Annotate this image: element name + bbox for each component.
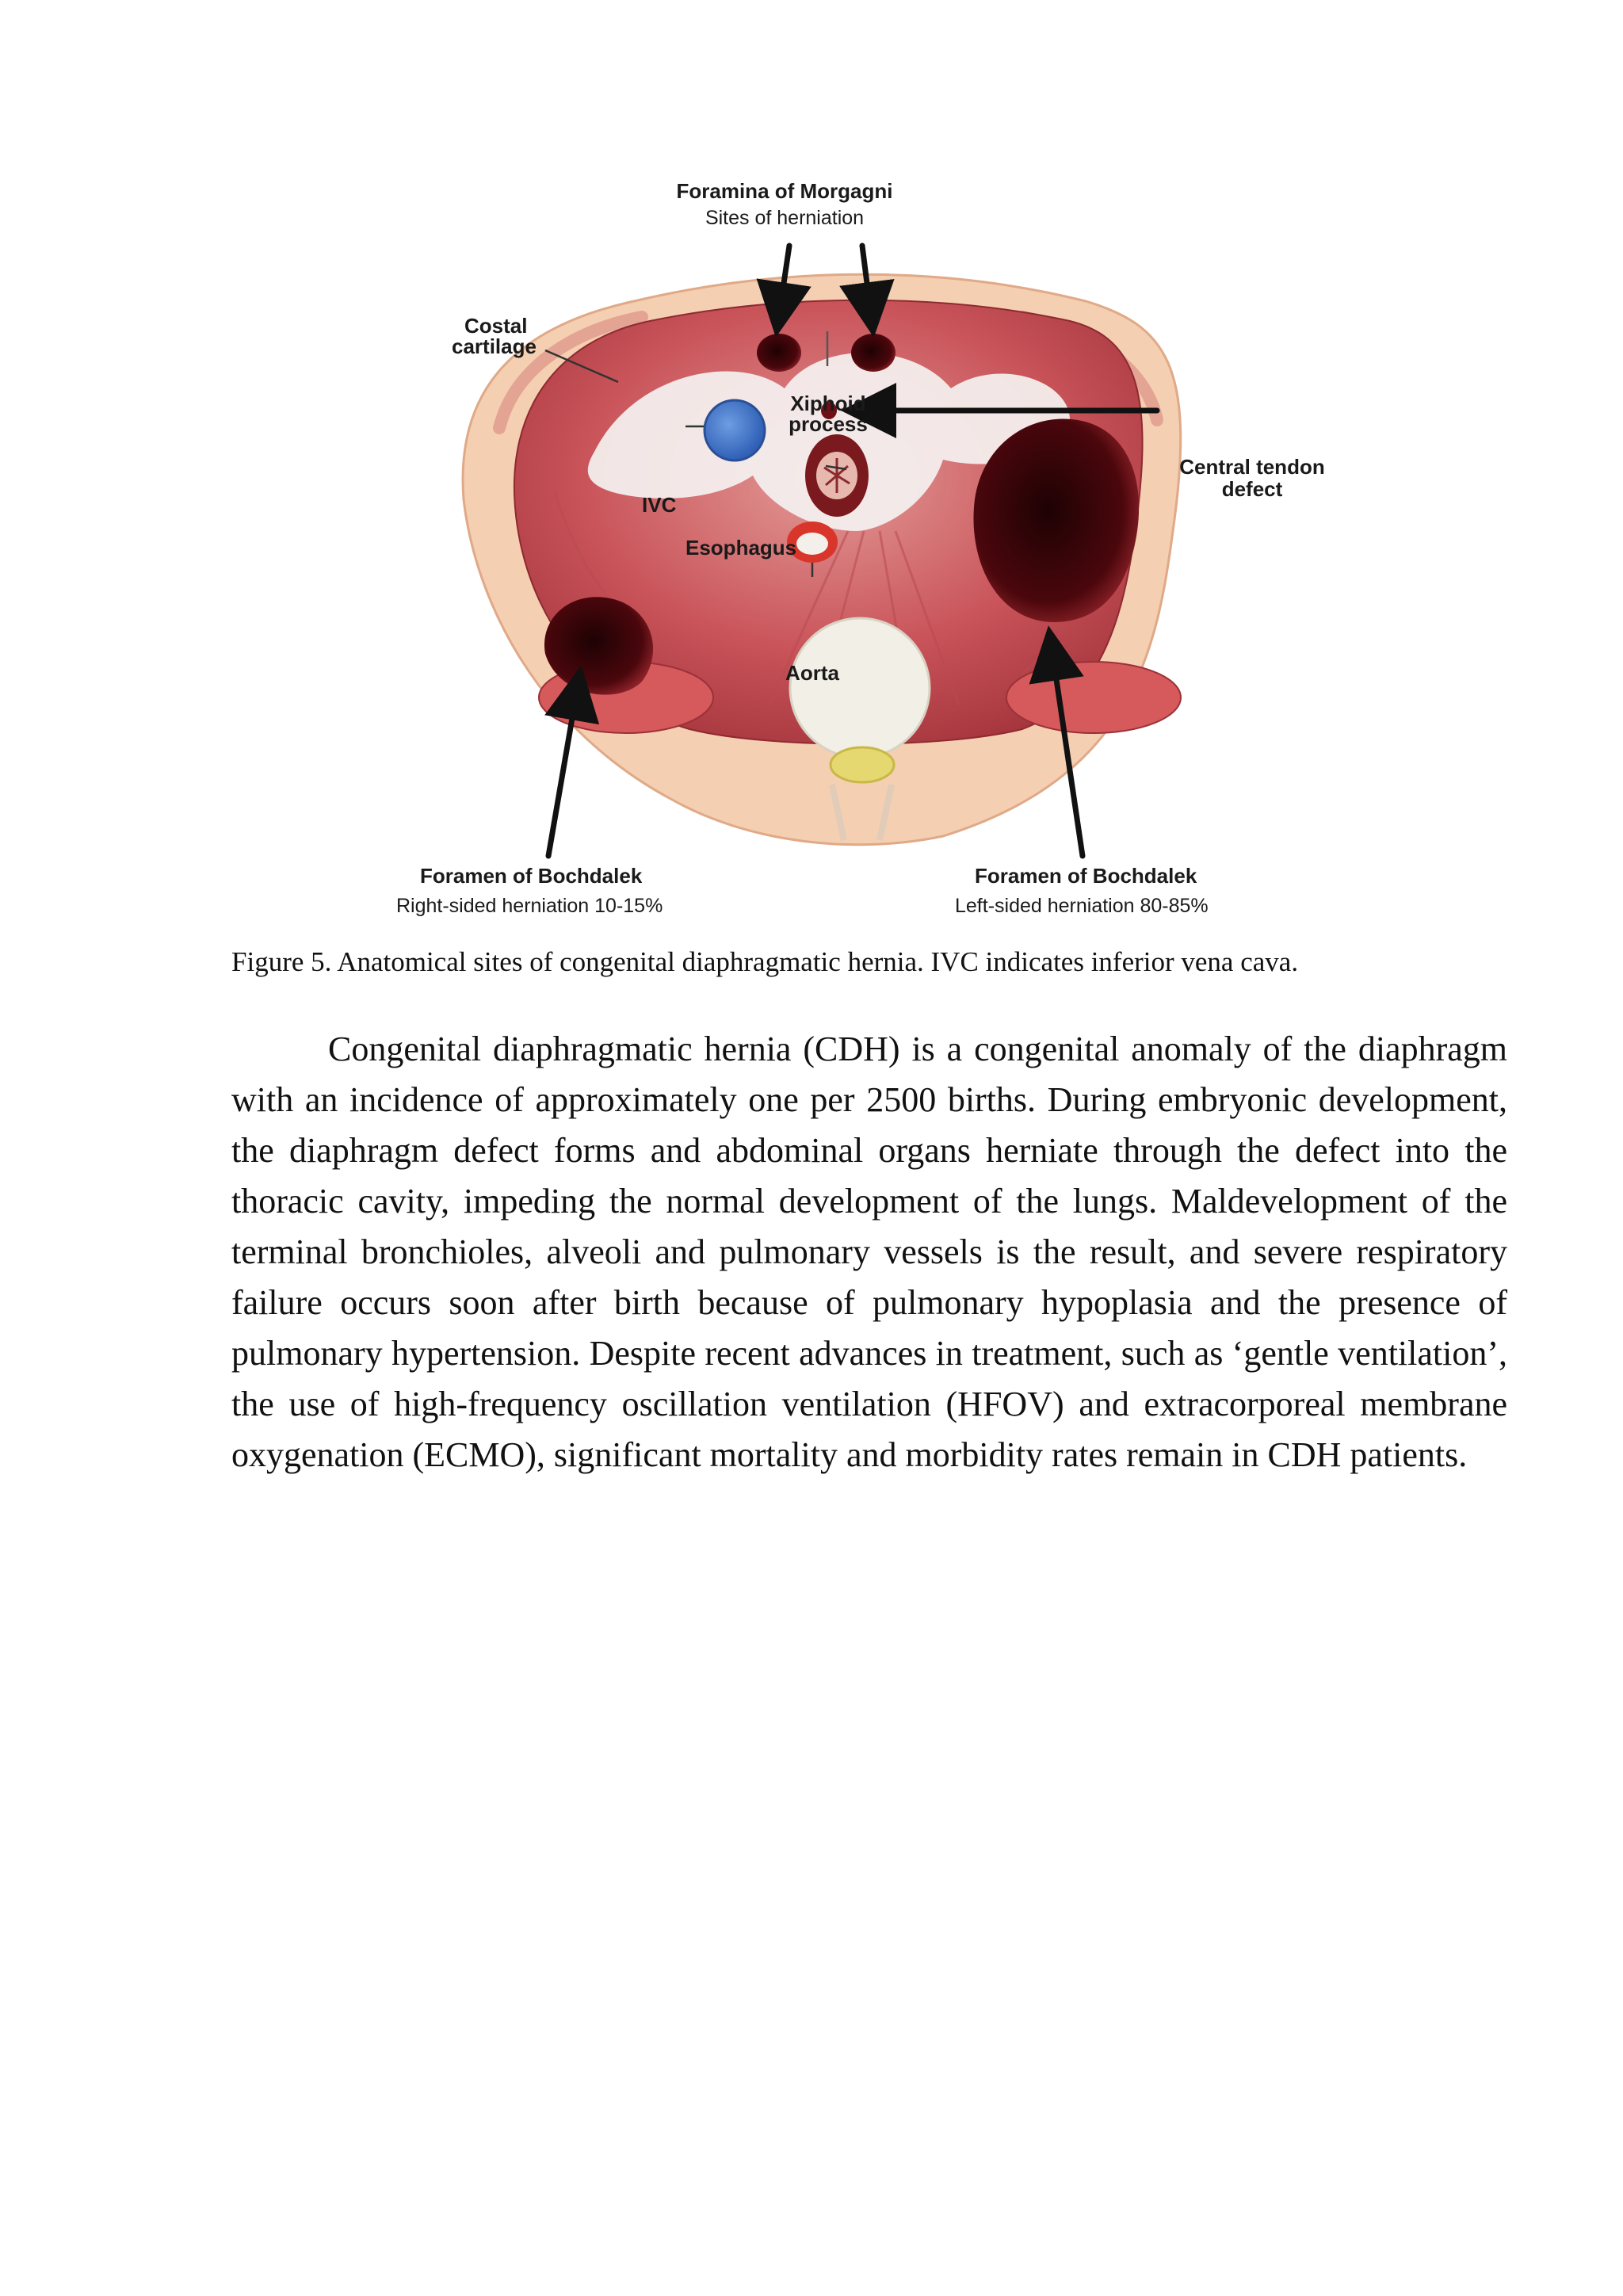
morgagni-foramen-left	[757, 334, 801, 372]
morgagni-foramen-right	[851, 334, 896, 372]
label-xiphoid-2: process	[789, 412, 868, 436]
label-aorta: Aorta	[785, 661, 839, 685]
label-esophagus: Esophagus	[685, 536, 797, 560]
label-morgagni-sub: Sites of herniation	[705, 207, 865, 229]
spinal-canal	[831, 747, 894, 782]
label-central-2: defect	[1221, 477, 1283, 501]
label-central-1: Central tendon	[1179, 455, 1325, 479]
label-costal-2: cartilage	[452, 334, 537, 358]
label-bochdalek-right-title: Foramen of Bochdalek	[420, 864, 643, 888]
label-costal-1: Costal	[464, 314, 528, 338]
diaphragm-figure	[372, 159, 1355, 927]
label-bochdalek-left-sub: Left-sided herniation 80-85%	[955, 895, 1209, 917]
ivc-vessel	[705, 400, 765, 460]
label-xiphoid-1: Xiphoid	[790, 392, 866, 415]
diaphragm-illustration	[372, 159, 1355, 927]
body-paragraph: Congenital diaphragmatic hernia (CDH) is a congenital anomaly of the diaphragm with an incidence of approximately one per 2500 births. During embryonic development, the diaphragm defect forms and abdominal organs herniate through the defect into the thoracic cavity, impeding the normal development of the lungs. Maldevelopment of the terminal bronchioles, alveoli and pulmonary vessels is the result, and severe respiratory failure occurs soon after birth because of pulmonary hypoplasia and the presence of pulmonary hypertension. Despite recent advances in treatment, such as ‘gentle ventilation’, the use of high-frequency oscillation ventilation (HFOV) and extracorporeal membrane oxygenation (ECMO), significant mortality and morbidity rates remain in CDH patients.	[231, 1030, 1507, 1474]
label-bochdalek-left-title: Foramen of Bochdalek	[975, 864, 1197, 888]
vertebral-body	[790, 618, 930, 758]
label-bochdalek-right-sub: Right-sided herniation 10-15%	[396, 895, 663, 917]
bochdalek-foramen-left	[973, 418, 1139, 622]
figure-caption: Figure 5. Anatomical sites of congenital diaphragmatic hernia. IVC indicates inferior vena cava.	[231, 946, 1299, 977]
label-morgagni-title: Foramina of Morgagni	[676, 179, 893, 203]
label-ivc: IVC	[642, 493, 677, 517]
